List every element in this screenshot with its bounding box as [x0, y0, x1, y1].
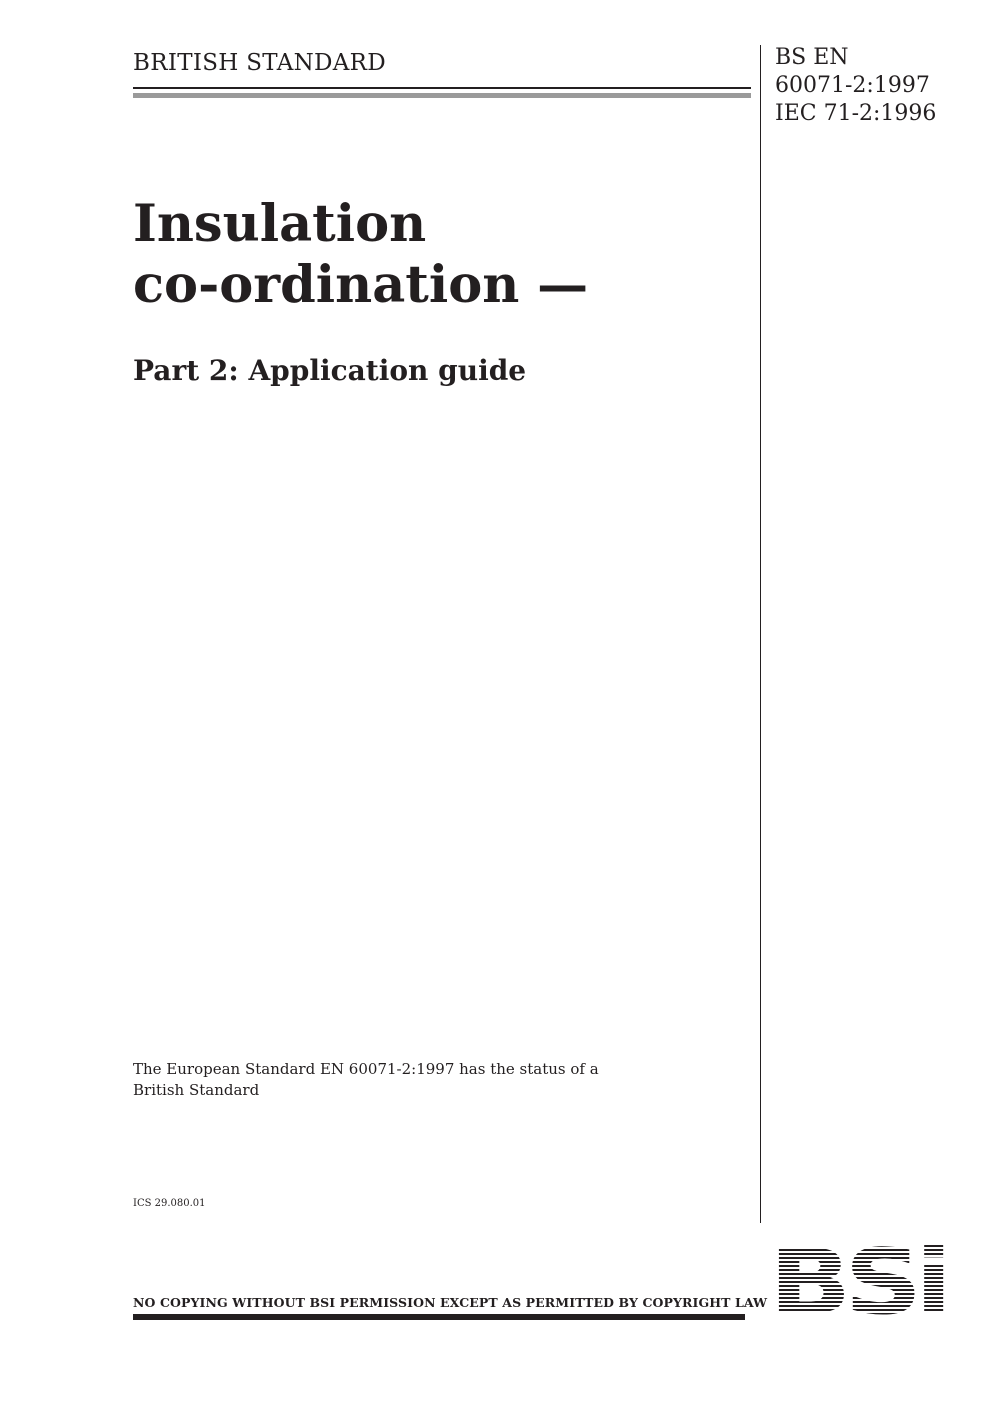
copyright-notice: NO COPYING WITHOUT BSI PERMISSION EXCEPT AS PERMITTED BY COPYRIGHT LAW [133, 1295, 768, 1310]
header-rule [133, 87, 751, 89]
doc-id-line-2: 60071-2:1997 [775, 73, 930, 98]
title-line-1: Insulation [133, 194, 427, 254]
doc-id-line-1: BS EN [775, 45, 849, 70]
status-note-line-2: British Standard [133, 1081, 260, 1099]
document-identifiers [775, 44, 936, 128]
title-line-2: co-ordination — [133, 255, 589, 315]
footer-rule [133, 1314, 745, 1320]
doc-id-line-3: IEC 71-2:1996 [775, 101, 937, 126]
status-note-line-1: The European Standard EN 60071-2:1997 has the status of a [133, 1060, 599, 1078]
vertical-divider [760, 45, 761, 1223]
page-subtitle: Part 2: Application guide [133, 354, 527, 387]
bsi-logo-icon [769, 1241, 945, 1321]
ics-code: ICS 29.080.01 [133, 1198, 206, 1209]
standard-type-label: BRITISH STANDARD [133, 50, 387, 76]
header-rule-gray [133, 93, 751, 98]
page-title [133, 194, 588, 316]
status-note [133, 1059, 613, 1101]
